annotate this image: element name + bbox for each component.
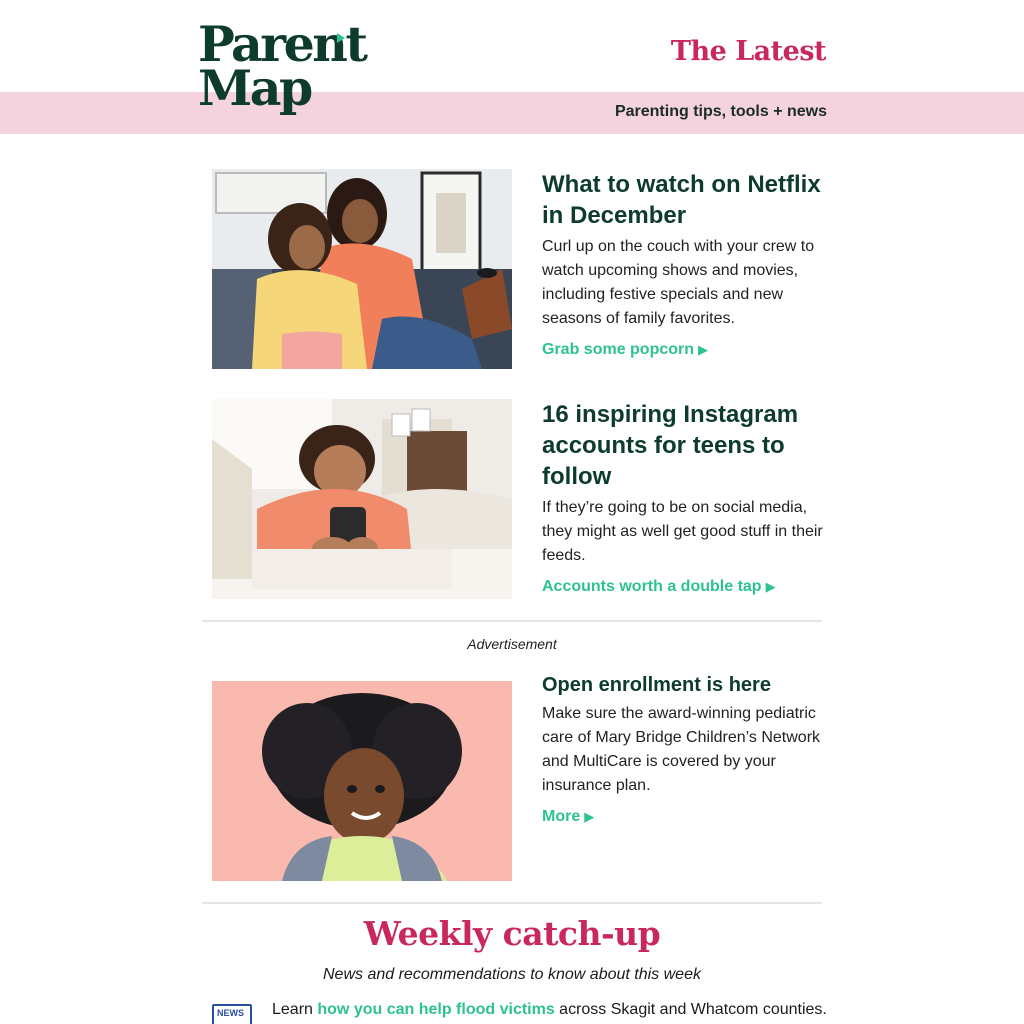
news-item-text — [272, 1000, 827, 1020]
news-item — [212, 998, 832, 1024]
cta-label: Grab some popcorn — [542, 341, 695, 358]
article-cta-link[interactable] — [542, 578, 776, 596]
article-image-instagram[interactable] — [212, 399, 512, 599]
divider — [202, 620, 822, 622]
logo-play-icon — [337, 33, 345, 43]
section-title-weekly: Weekly catch-up — [363, 914, 661, 953]
newspaper-icon — [212, 1004, 252, 1024]
parentmap-logo[interactable] — [198, 14, 366, 122]
divider — [202, 902, 822, 904]
ad-image[interactable] — [212, 681, 512, 881]
logo-line-1: Parent — [198, 15, 366, 73]
newsletter-title: The Latest — [670, 36, 826, 67]
news-suffix: across Skagit and Whatcom counties. — [554, 1001, 827, 1018]
tagline: Parenting tips, tools + news — [614, 103, 827, 120]
play-arrow-icon: ▶ — [765, 579, 776, 594]
play-arrow-icon: ▶ — [698, 342, 709, 357]
article-headline[interactable]: 16 inspiring Instagram accounts for teens to follow — [542, 401, 799, 490]
news-prefix: Learn — [272, 1001, 318, 1018]
ad-description: Make sure the award-winning pediatric care of Mary Bridge Children’s Network and MultiCare is covered by your insurance plan. — [542, 705, 821, 794]
tagline-bar — [0, 92, 1024, 134]
article-text-netflix — [542, 169, 824, 359]
article-cta-link[interactable] — [542, 341, 708, 359]
news-link[interactable]: how you can help flood victims — [317, 1001, 555, 1018]
article-headline[interactable]: What to watch on Netflix in December — [542, 171, 821, 229]
article-netflix — [212, 169, 824, 369]
play-arrow-icon: ▶ — [584, 809, 595, 824]
ad-text — [542, 672, 824, 826]
cta-label: More — [542, 808, 581, 825]
article-description: Curl up on the couch with your crew to watch upcoming shows and movies, including festive specials and new seasons of family favorites. — [542, 238, 815, 327]
article-image-netflix[interactable] — [212, 169, 512, 369]
article-text-instagram — [542, 399, 824, 596]
cta-label: Accounts worth a double tap — [542, 578, 762, 595]
advertisement-label: Advertisement — [467, 636, 557, 652]
article-description: If they’re going to be on social media, they might as well get good stuff in their feeds. — [542, 499, 823, 564]
section-subtitle-weekly: News and recommendations to know about this week — [323, 966, 701, 983]
newspaper-icon-label: NEWS — [217, 1008, 244, 1018]
ad-cta-link[interactable] — [542, 808, 594, 826]
ad-enrollment — [212, 672, 824, 882]
ad-headline[interactable]: Open enrollment is here — [542, 674, 771, 696]
article-instagram — [212, 399, 824, 599]
logo-line-2: Map — [198, 59, 311, 117]
